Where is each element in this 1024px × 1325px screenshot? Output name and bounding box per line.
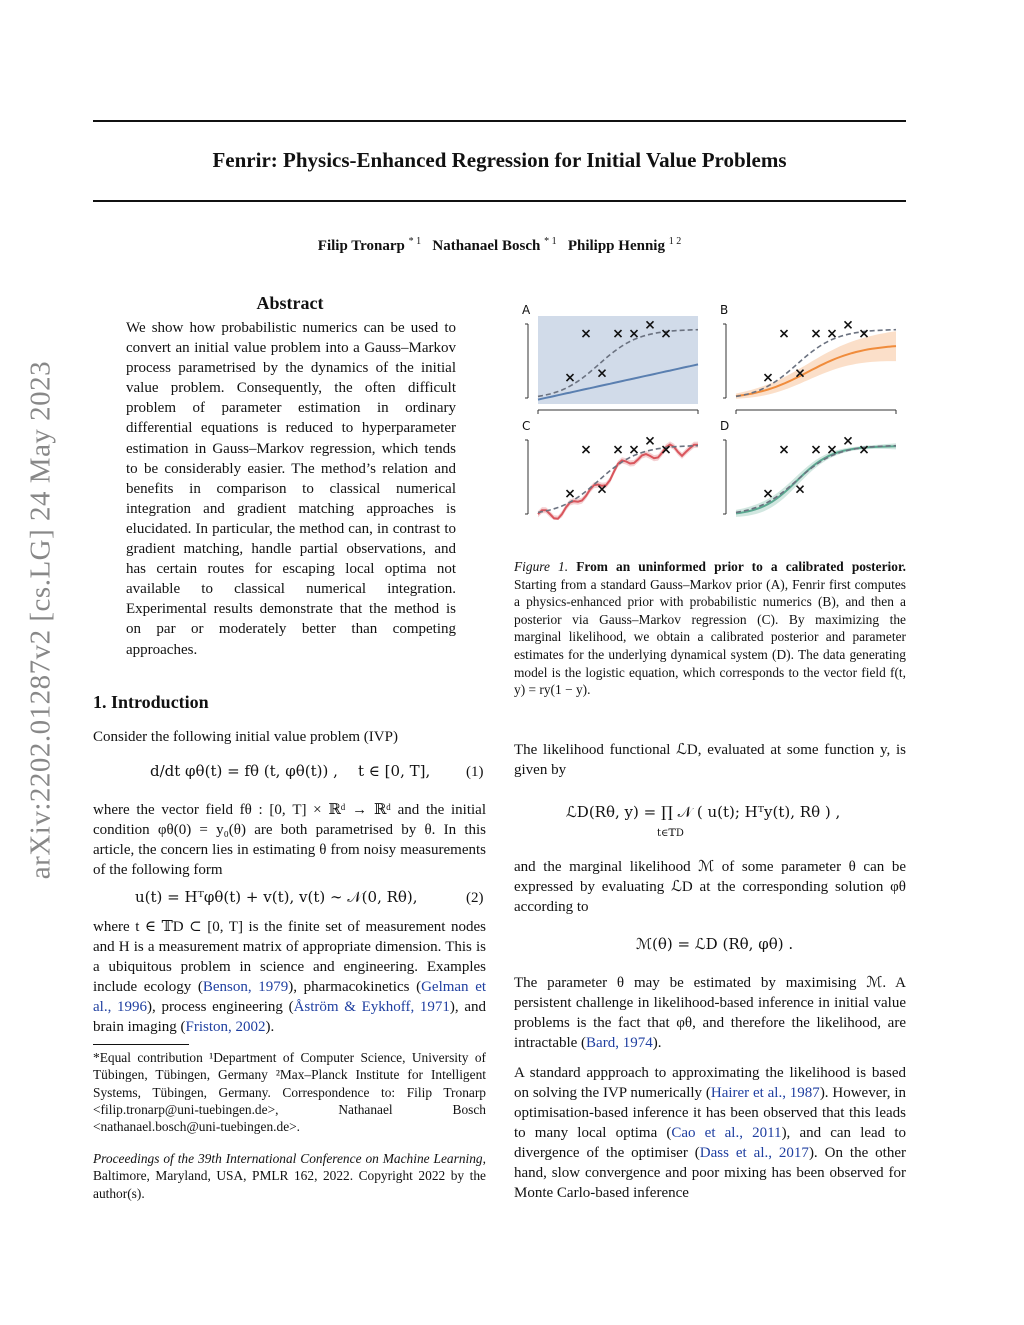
citation-link[interactable]: Friston, 2002 [185, 1019, 266, 1035]
series-mean-line [538, 445, 698, 519]
panel-label: A [522, 303, 531, 317]
author-name: Philipp Hennig [567, 238, 665, 254]
citation-link[interactable]: Gelman et al., 1996 [93, 979, 487, 1015]
text-run: ). On the other hand, slow convergence and poor mixing has been observed for Monte Carlo-based inference [514, 1145, 906, 1201]
body-paragraph: The likelihood functional ℒD, evaluated at some function y, is given by [514, 742, 906, 778]
figure-panel-b [720, 303, 896, 414]
citation-link[interactable]: Benson, 1979 [202, 979, 289, 995]
observation-marker [583, 446, 590, 453]
author-name: Filip Tronarp [317, 238, 405, 254]
equation-2: u(t) = Hᵀφθ(t) + v(t), v(t) ∼ 𝒩(0, Rθ), [135, 888, 418, 906]
figure-panel-d [720, 419, 896, 524]
equation-number: (1) [466, 764, 484, 780]
panel-label: B [720, 303, 729, 317]
caption-label: Figure 1. [514, 559, 569, 574]
citation-link[interactable]: Bard, 1974 [586, 1035, 653, 1051]
proceedings-name: Proceedings of the 39th International Conference on Machine Learning [93, 1151, 483, 1166]
footnote-proceedings [93, 1150, 486, 1202]
y-axis [723, 324, 726, 398]
body-paragraph: and the marginal likelihood ℳ of some parameter θ can be expressed by evaluating ℒD at the corresponding solution φθ according to [514, 859, 906, 915]
observation-marker [631, 446, 638, 453]
true-solution-line [736, 446, 896, 513]
citation-link[interactable]: Hairer et al., 1987 [710, 1085, 820, 1101]
true-solution-line [538, 446, 698, 513]
observation-marker [845, 437, 852, 444]
author-marks: * 1 [408, 236, 422, 247]
equation-4: ℳ(θ) = ℒD (Rθ, φθ) . [636, 935, 794, 953]
y-axis [723, 440, 726, 514]
observation-marker [845, 321, 852, 328]
observation-marker [797, 486, 804, 493]
figure-panel-a [522, 303, 698, 414]
citation-link[interactable]: Cao et al., 2011 [671, 1125, 782, 1141]
equation-1: d/dt φθ(t) = fθ (t, φθ(t)) , [150, 762, 338, 780]
citation-link[interactable]: Åström & Eykhoff, 1971 [293, 999, 450, 1015]
text-run: ), and brain imaging ( [93, 999, 487, 1035]
observation-marker [781, 330, 788, 337]
uncertainty-band [538, 441, 698, 520]
author-marks: 1 2 [668, 236, 682, 247]
observation-marker [567, 490, 574, 497]
citation-link[interactable]: Dass et al., 2017 [699, 1145, 809, 1161]
observation-marker [615, 446, 622, 453]
panel-label: D [720, 419, 730, 433]
observation-marker [813, 330, 820, 337]
panel-label: C [522, 419, 531, 433]
observation-marker [765, 490, 772, 497]
paper-title: Fenrir: Physics-Enhanced Regression for Initial Value Problems [212, 148, 787, 172]
y-axis [525, 440, 528, 514]
section-heading: 1. Introduction [93, 692, 209, 712]
text-run: A standard appproach to approximating the likelihood is based on solving the IVP numerically ( [514, 1065, 906, 1101]
text-run: The parameter θ may be estimated by maximising ℳ. A persistent challenge in likelihood-based inference in initial value problems is the fact that φθ, and therefore the likelihood, are intractable ( [514, 975, 906, 1051]
observation-marker [781, 446, 788, 453]
abstract-text: We show how probabilistic numerics can be used to convert an initial value problem into a Gauss–Markov process parametrised by the dynamics of the initial value problem. Consequently, the often difficult problem of parameter estimation in ordinary differential equations is reduced to hyperparameter estimation in Gauss–Markov regression, which tends to be considerably easier. The method’s relation and benefits in comparison to classical numerical integration and gradient matching approaches is elucidated. In particular, the method can, in contrast to gradient matching, handle partial observations, and has certain routes for escaping local optima not available to classical numerical integration. Experimental results demonstrate that the method is on par or moderately better than competing approaches. [126, 320, 456, 658]
x-axis [736, 410, 896, 414]
arxiv-id: arXiv:2202.01287v2 [cs.LG] 24 May 2023 [24, 360, 57, 880]
body-paragraph [514, 973, 906, 1053]
intro-paragraph [93, 917, 486, 1037]
arxiv-sidebar [6, 270, 76, 970]
title-bottom-rule [93, 200, 906, 202]
text-run: ). [265, 1019, 275, 1035]
caption-title: From an uninformed prior to a calibrated posterior. [576, 559, 907, 574]
figure-panel-c [522, 419, 698, 524]
text-run: where t ∈ 𝕋D ⊂ [0, T] is the finite set of measurement nodes and H is a measurement matrix of appropriate dimension. This is a ubiquitous problem in science and engineering. Examples include ecology ( [93, 919, 486, 995]
author-name: Nathanael Bosch [432, 238, 541, 254]
figure-1 [510, 296, 910, 524]
author-list [93, 236, 906, 255]
equation-3-subscript: t∈𝕋D [657, 828, 684, 839]
text-run: ), process engineering ( [147, 999, 294, 1015]
text-run: ). However, in optimisation-based inference it has been observed that this leads to many local optima ( [514, 1085, 906, 1141]
top-rule [93, 120, 906, 122]
text-run: ), and can lead to divergence of the optimiser ( [514, 1125, 906, 1161]
observation-marker [829, 330, 836, 337]
text-run: ). [652, 1035, 662, 1051]
observation-marker [813, 446, 820, 453]
intro-paragraph: Consider the following initial value problem (IVP) [93, 729, 398, 745]
observation-marker [765, 374, 772, 381]
text-run: ), pharmacokinetics ( [288, 979, 422, 995]
abstract-heading: Abstract [256, 293, 324, 313]
footnote-affiliations: *Equal contribution ¹Department of Computer Science, University of Tübingen, Tübingen, Germany ²Max–Planck Institute for Intelligent Systems, Tübingen, Germany. Correspondence to: Filip Tronarp <filip.tronarp@uni-tuebingen.de>, Nathanael Bosch <nathanael.bosch@uni-tuebingen.de>. [93, 1050, 486, 1135]
body-paragraph [514, 1063, 906, 1203]
equation-3: ℒD(Rθ, y) = ∏ 𝒩 ( u(t); Hᵀy(t), Rθ ) , [566, 803, 841, 821]
equation-number: (2) [466, 890, 484, 906]
y-axis [525, 324, 528, 398]
x-axis [538, 410, 698, 414]
caption-text: Starting from a standard Gauss–Markov prior (A), Fenrir first computes a physics-enhanced prior with probabilistic numerics (B), and then a posterior via Gauss–Markov regression (C). By maximizing the marginal likelihood, we obtain a calibrated posterior and parameter estimates for the underlying dynamical system (D). The data generating model is the logistic equation, which corresponds to the vector field f(t, y) = ry(1 − y). [514, 576, 906, 698]
equation-1-condition: t ∈ [0, T], [358, 762, 431, 780]
figure-caption [514, 558, 906, 699]
footnote-rule [93, 1044, 189, 1045]
intro-paragraph: where the vector field fθ : [0, T] × ℝᵈ → ℝᵈ and the initial condition φθ(0) = y₀(θ) are both parametrised by θ. In this article, the concern lies in estimating θ from noisy measurements of the following form [93, 802, 486, 878]
uncertainty-band [736, 331, 896, 399]
author-marks: * 1 [544, 236, 557, 247]
observation-marker [647, 437, 654, 444]
proceedings-rest: , Baltimore, Maryland, USA, PMLR 162, 2022. Copyright 2022 by the author(s). [93, 1151, 486, 1201]
